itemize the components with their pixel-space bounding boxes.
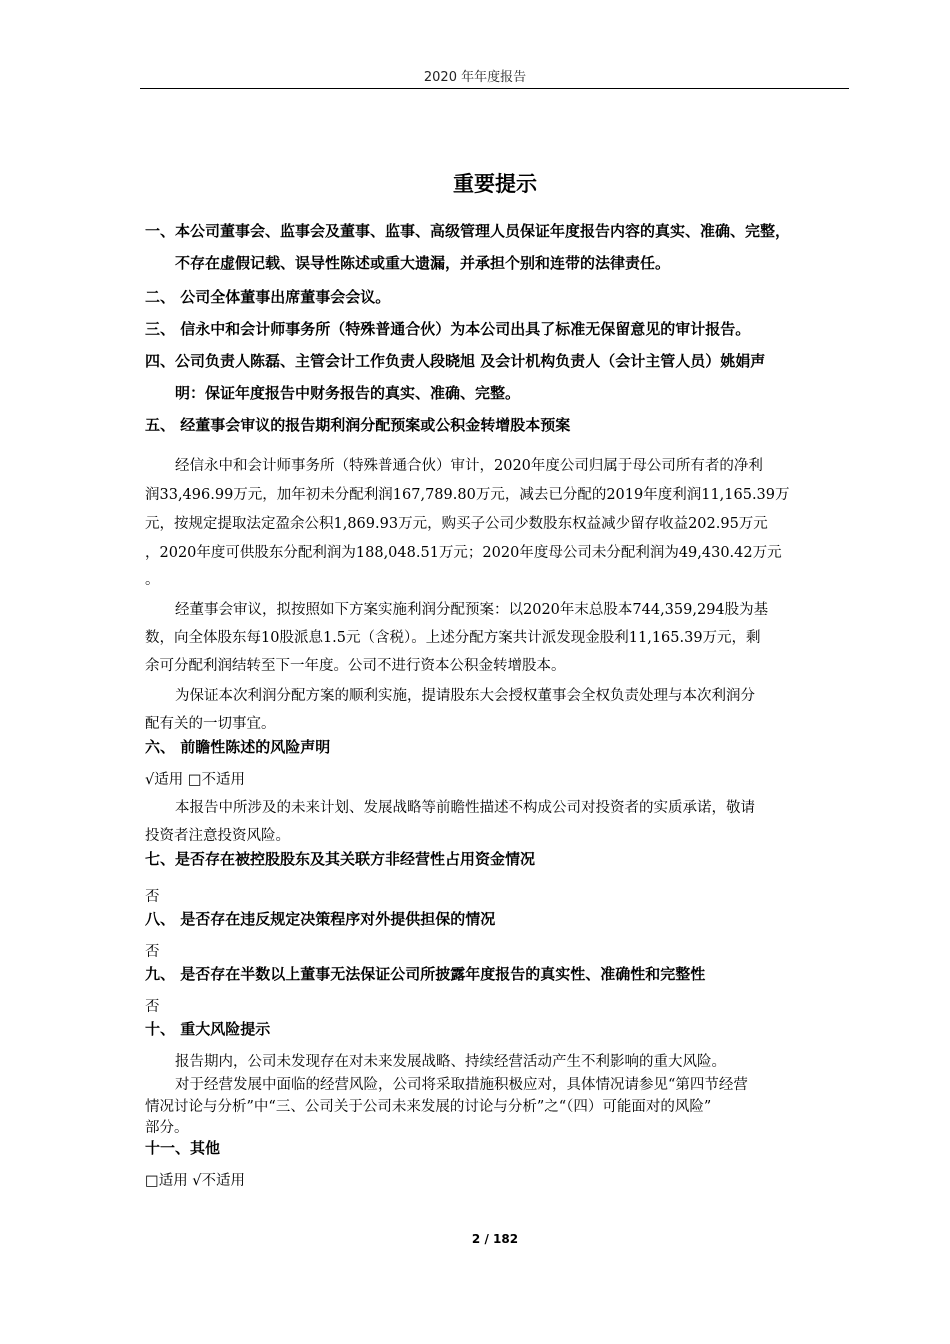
item-4-line-1: 四、公司负责人陈磊、主管会计工作负责人段晓旭 及会计机构负责人（会计主管人员）姚娟声 (145, 352, 766, 370)
item-1-line-2: 不存在虚假记载、误导性陈述或重大遗漏，并承担个别和连带的法律责任。 (175, 254, 671, 272)
item-8-heading: 八、 是否存在违反规定决策程序对外提供担保的情况 (145, 910, 496, 928)
item-5-para-3-line-2: 配有关的一切事宜。 (145, 716, 276, 732)
item-11-checkbox-status: □适用 √不适用 (145, 1173, 246, 1189)
item-10-para-2-line-1: 对于经营发展中面临的经营风险，公司将采取措施积极应对，具体情况请参见“第四节经营 (175, 1077, 748, 1093)
item-10-para-2-line-3: 部分。 (145, 1120, 189, 1136)
item-5-para-1-line-2: 润33,496.99万元，加年初未分配利润167,789.80万元，减去已分配的2019年度利润11,165.39万 (145, 487, 790, 503)
item-10-heading: 十、 重大风险提示 (145, 1020, 271, 1038)
item-9-answer: 否 (145, 999, 160, 1015)
item-10-para-2-line-2: 情况讨论与分析”中“三、公司关于公司未来发展的讨论与分析”之“（四）可能面对的风险” (145, 1099, 712, 1115)
item-6-para-line-1: 本报告中所涉及的未来计划、发展战略等前瞻性描述不构成公司对投资者的实质承诺，敬请 (175, 800, 755, 816)
item-7-answer: 否 (145, 889, 160, 905)
item-7-heading: 七、是否存在被控股股东及其关联方非经营性占用资金情况 (145, 850, 536, 868)
item-5-para-1-line-4: ，2020年度可供股东分配利润为188,048.51万元；2020年度母公司未分配利润为49,430.42万元 (145, 545, 782, 561)
page-number: 2 / 182 (471, 1232, 519, 1246)
item-1-line-1: 一、本公司董事会、监事会及董事、监事、高级管理人员保证年度报告内容的真实、准确、完整， (145, 222, 791, 240)
item-5-para-1-line-5: 。 (145, 572, 160, 588)
item-10-para-1: 报告期内，公司未发现存在对未来发展战略、持续经营活动产生不利影响的重大风险。 (175, 1054, 726, 1070)
item-5-para-2-line-1: 经董事会审议，拟按照如下方案实施利润分配预案：以2020年末总股本744,359,294股为基 (175, 602, 769, 618)
item-11-heading: 十一、其他 (145, 1139, 221, 1157)
item-4-line-2: 明：保证年度报告中财务报告的真实、准确、完整。 (175, 384, 521, 402)
item-5-heading: 五、 经董事会审议的报告期利润分配预案或公积金转增股本预案 (145, 416, 571, 434)
item-5-para-1-line-3: 元，按规定提取法定盈余公积1,869.93万元，购买子公司少数股东权益减少留存收益202.95万元 (145, 516, 768, 532)
item-9-heading: 九、 是否存在半数以上董事无法保证公司所披露年度报告的真实性、准确性和完整性 (145, 965, 706, 983)
page-title: 重要提示 (453, 172, 537, 196)
item-6-heading: 六、 前瞻性陈述的风险声明 (145, 738, 331, 756)
item-2: 二、 公司全体董事出席董事会会议。 (145, 288, 391, 306)
running-header: 2020 年年度报告 (423, 70, 527, 85)
item-6-para-line-2: 投资者注意投资风险。 (145, 828, 290, 844)
header-rule (140, 88, 849, 89)
item-5-para-2-line-2: 数，向全体股东每10股派息1.5元（含税）。上述分配方案共计派发现金股利11,165.39万元，剩 (145, 630, 761, 646)
item-5-para-2-line-3: 余可分配利润结转至下一年度。公司不进行资本公积金转增股本。 (145, 658, 566, 674)
item-5-para-3-line-1: 为保证本次利润分配方案的顺利实施，提请股东大会授权董事会全权负责处理与本次利润分 (175, 688, 755, 704)
item-8-answer: 否 (145, 944, 160, 960)
item-6-checkbox-status: √适用 □不适用 (145, 772, 246, 788)
item-3: 三、 信永中和会计师事务所（特殊普通合伙）为本公司出具了标准无保留意见的审计报告。 (145, 320, 751, 338)
item-5-para-1-line-1: 经信永中和会计师事务所（特殊普通合伙）审计，2020年度公司归属于母公司所有者的净利 (175, 458, 763, 474)
